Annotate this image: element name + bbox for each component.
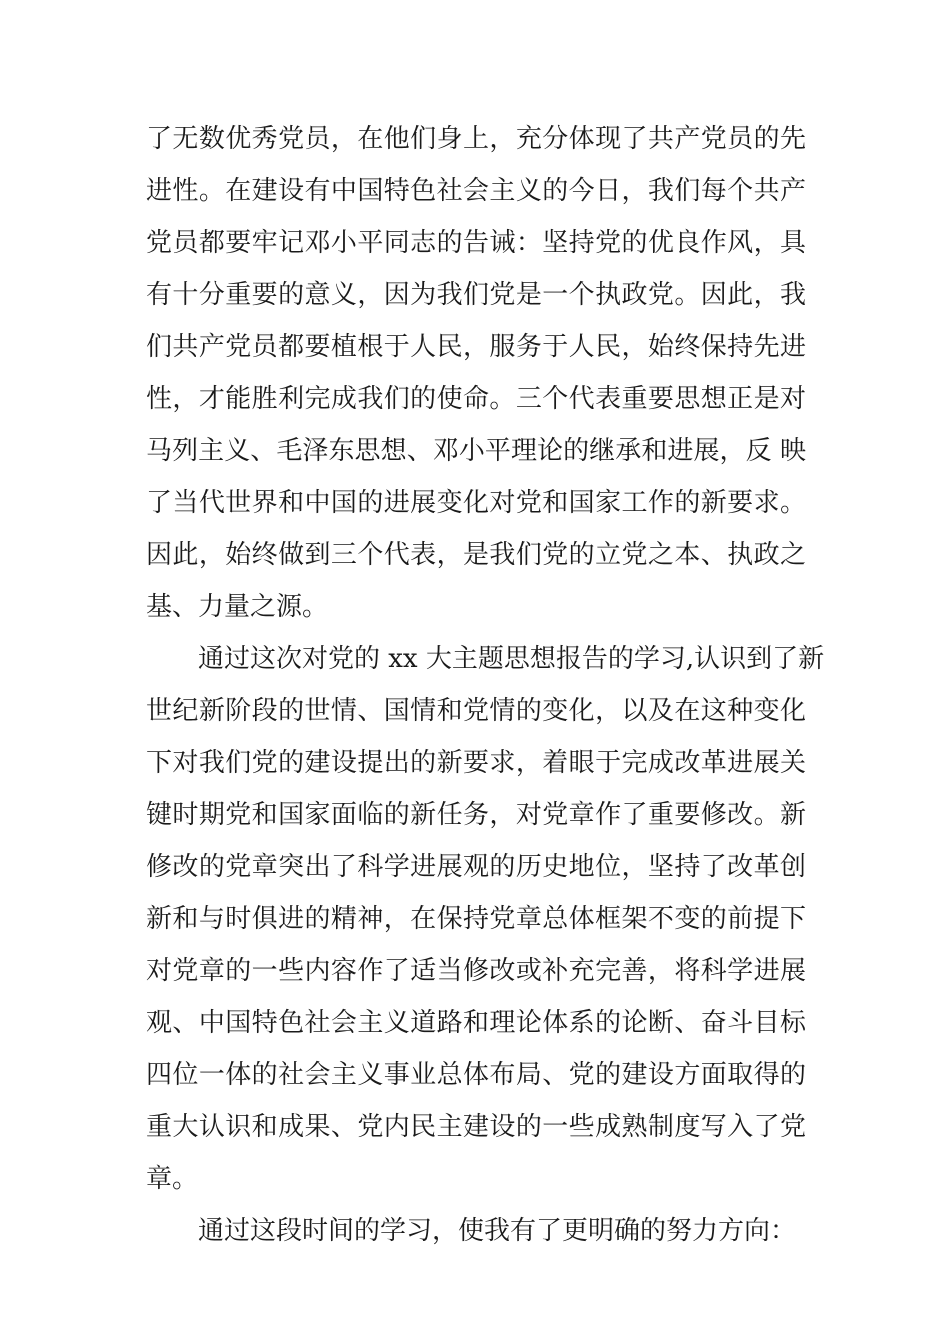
paragraph-2-line-9: 四位一体的社会主义事业总体布局、党的建设方面取得的 xyxy=(146,1060,806,1090)
paragraph-1-line-3: 党员都要牢记邓小平同志的告诫：坚持党的优良作风，具 xyxy=(146,228,806,258)
paragraph-2-line-8: 观、中国特色社会主义道路和理论体系的论断、奋斗目标 xyxy=(146,1008,806,1038)
paragraph-2-line-11: 章。 xyxy=(146,1164,199,1194)
paragraph-1-line-5: 们共产党员都要植根于人民，服务于人民，始终保持先进 xyxy=(146,332,806,362)
paragraph-2-line-2: 世纪新阶段的世情、国情和党情的变化，以及在这种变化 xyxy=(146,696,806,726)
paragraph-2-line-7: 对党章的一些内容作了适当修改或补充完善，将科学进展 xyxy=(146,956,806,986)
paragraph-1-line-1: 了无数优秀党员，在他们身上，充分体现了共产党员的先 xyxy=(146,124,806,154)
paragraph-1-line-9: 因此，始终做到三个代表，是我们党的立党之本、执政之 xyxy=(146,540,806,570)
paragraph-1-line-7: 马列主义、毛泽东思想、邓小平理论的继承和进展，反 映 xyxy=(146,436,806,466)
paragraph-3-line-1: 通过这段时间的学习，使我有了更明确的努力方向： xyxy=(198,1216,797,1246)
paragraph-1-line-6: 性，才能胜利完成我们的使命。三个代表重要思想正是对 xyxy=(146,384,806,414)
paragraph-2-line-10: 重大认识和成果、党内民主建设的一些成熟制度写入了党 xyxy=(146,1112,806,1142)
paragraph-2-line-4: 键时期党和国家面临的新任务，对党章作了重要修改。新 xyxy=(146,800,806,830)
paragraph-2-line-6: 新和与时俱进的精神，在保持党章总体框架不变的前提下 xyxy=(146,904,806,934)
paragraph-1-line-10: 基、力量之源。 xyxy=(146,592,329,622)
paragraph-1-line-4: 有十分重要的意义，因为我们党是一个执政党。因此，我 xyxy=(146,280,806,310)
paragraph-1-line-2: 进性。在建设有中国特色社会主义的今日，我们每个共产 xyxy=(146,176,806,206)
paragraph-1-line-8: 了当代世界和中国的进展变化对党和国家工作的新要求。 xyxy=(146,488,806,518)
paragraph-2-line-5: 修改的党章突出了科学进展观的历史地位，坚持了改革创 xyxy=(146,852,806,882)
paragraph-2-line-1: 通过这次对党的 xx 大主题思想报告的学习,认识到了新 xyxy=(198,644,825,674)
paragraph-2-line-3: 下对我们党的建设提出的新要求，着眼于完成改革进展关 xyxy=(146,748,806,778)
